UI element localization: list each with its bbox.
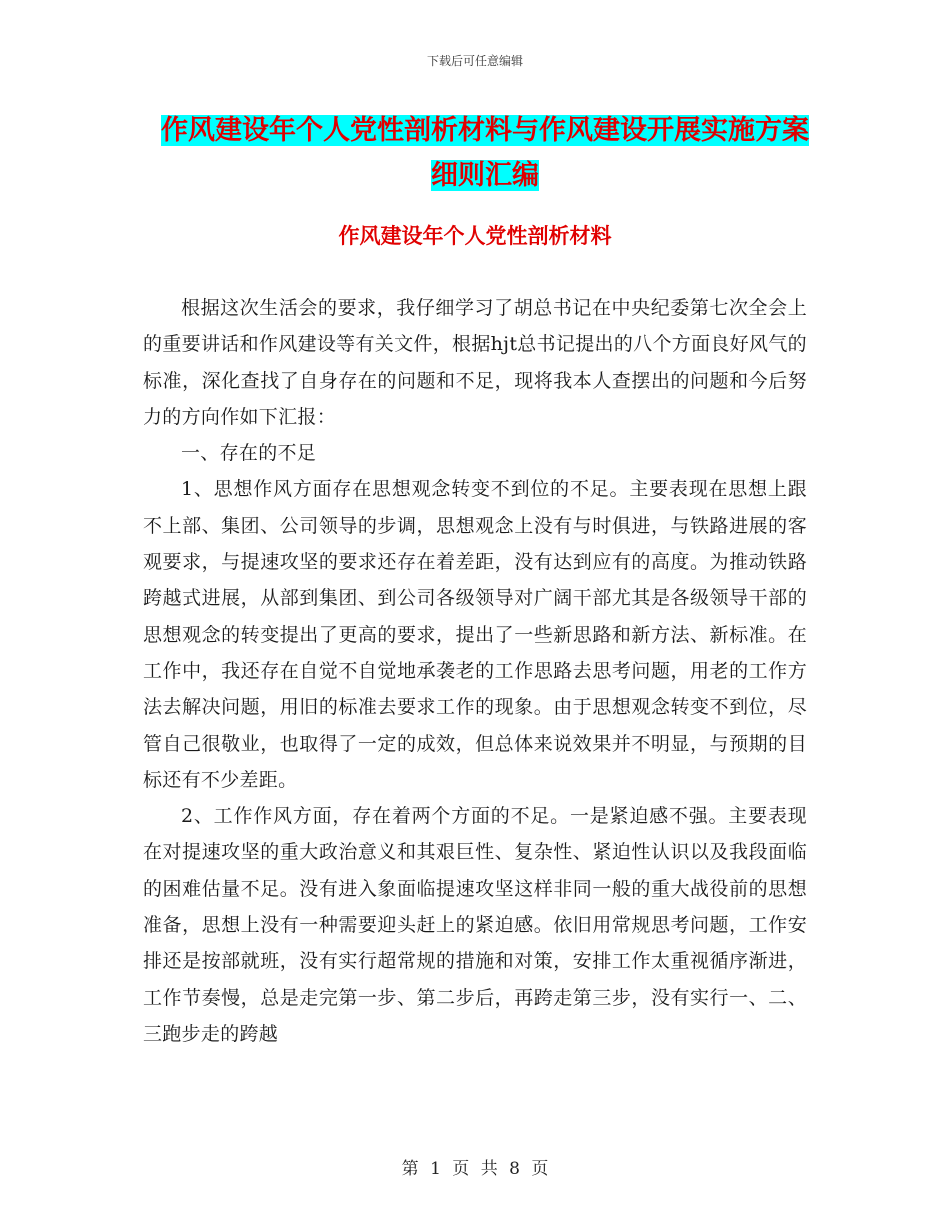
document-section-title: 作风建设年个人党性剖析材料: [338, 224, 612, 248]
main-title-text: 作风建设年个人党性剖析材料与作风建设开展实施方案细则汇编: [161, 115, 809, 191]
page-footer-number: 第 1 页 共 8 页: [401, 1159, 549, 1179]
paragraph-item-1: 1、思想作风方面存在思想观念转变不到位的不足。主要表现在思想上跟不上部、集团、公司领导的步调，思想观念上没有与时俱进，与铁路进展的客观要求，与提速攻坚的要求还存在着差距，没有达到应有的高度。为推动铁路跨越式进展，从部到集团、到公司各级领导对广阔干部尤其是各级领导干部的思想观念的转变提出了更高的要求，提出了一些新思路和新方法、新标准。在工作中，我还存在自觉不自觉地承袭老的工作思路去思考问题，用老的工作方法去解决问题，用旧的标准去要求工作的现象。由于思想观念转变不到位，尽管自己很敬业，也取得了一定的成效，但总体来说效果并不明显，与预期的目标还有不少差距。: [143, 478, 807, 791]
paragraph-item-2: 2、工作作风方面，存在着两个方面的不足。一是紧迫感不强。主要表现在对提速攻坚的重大政治意义和其艰巨性、复杂性、紧迫性认识以及我段面临的困难估量不足。没有进入象面临提速攻坚这样非同一般的重大战役前的思想准备，思想上没有一种需要迎头赶上的紧迫感。依旧用常规思考问题，工作安排还是按部就班，没有实行超常规的措施和对策，安排工作太重视循序渐进，工作节奏慢，总是走完第一步、第二步后，再跨走第三步，没有实行一、二、三跑步走的跨越: [143, 805, 807, 1045]
page-header-note: 下载后可任意编辑: [426, 54, 523, 68]
document-body: [143, 290, 807, 1052]
document-main-title: [150, 108, 820, 198]
paragraph-intro: 根据这次生活会的要求，我仔细学习了胡总书记在中央纪委第七次全会上的重要讲话和作风建设等有关文件，根据hjt总书记提出的八个方面良好风气的标准，深化查找了自身存在的问题和不足，现将我本人查摆出的问题和今后努力的方向作如下汇报：: [143, 297, 807, 428]
paragraph-section-heading: 一、存在的不足: [181, 442, 317, 465]
